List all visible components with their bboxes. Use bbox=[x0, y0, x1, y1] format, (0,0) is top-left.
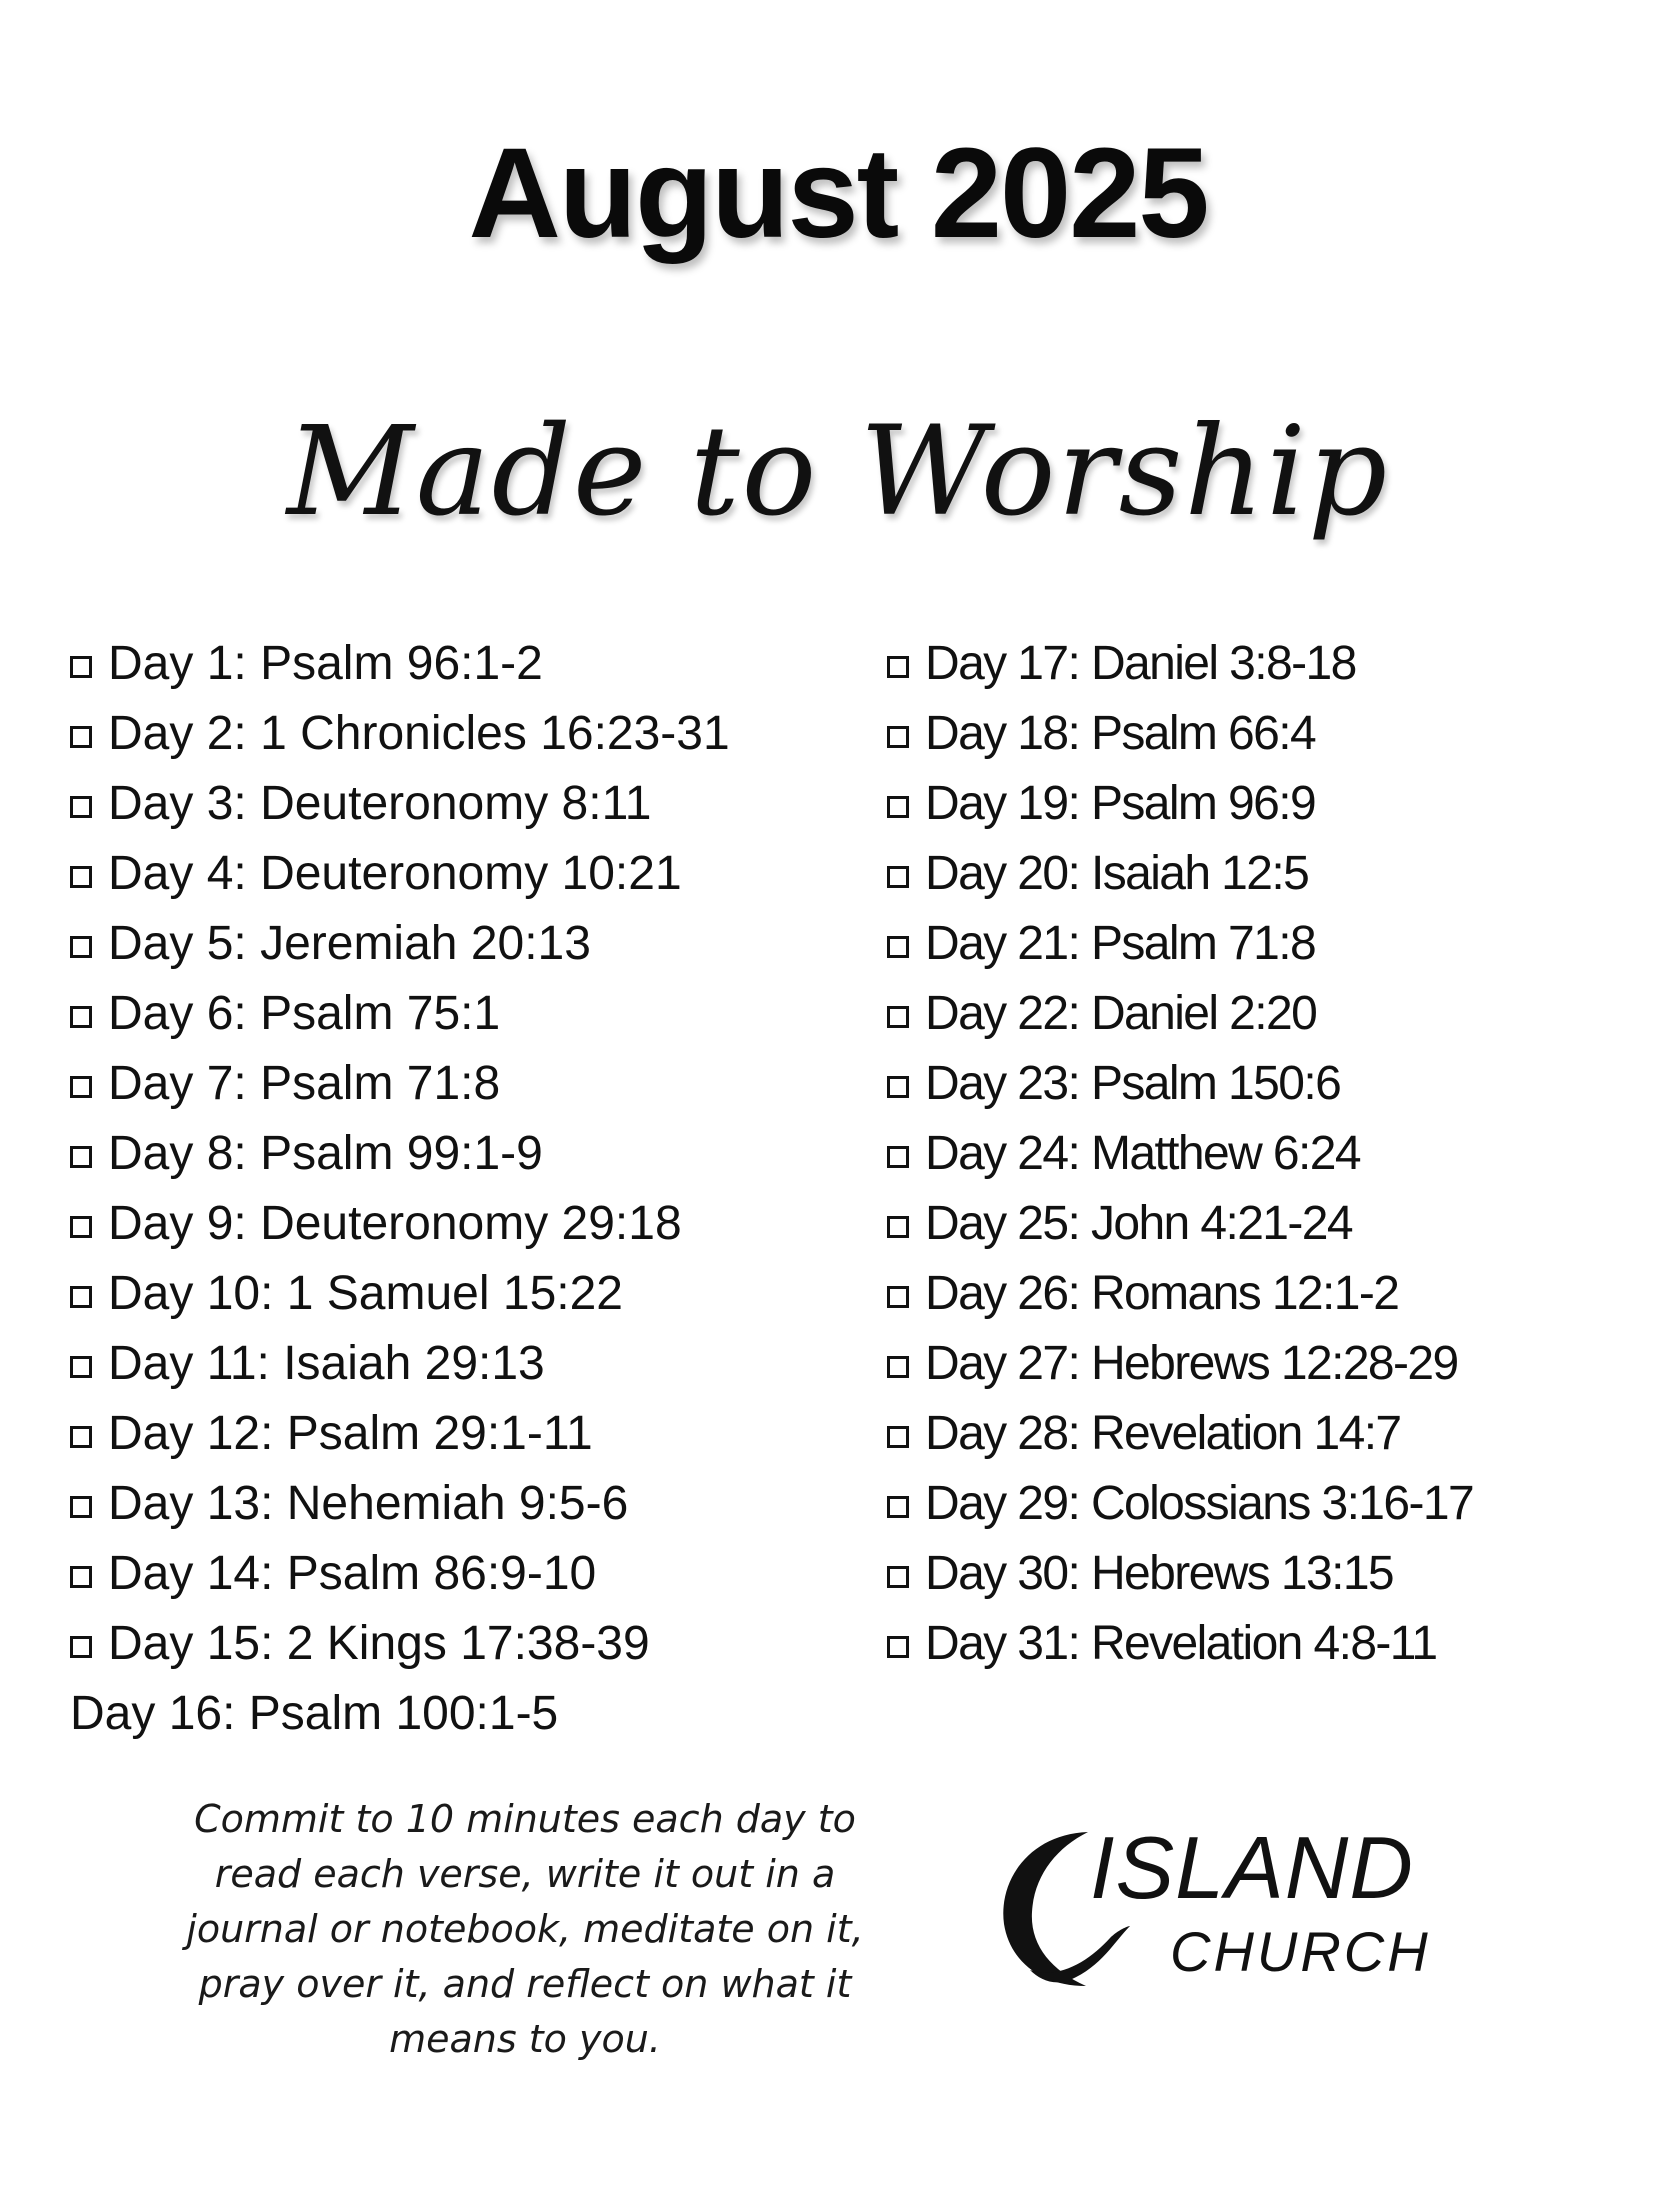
church-logo bbox=[990, 1820, 1510, 1990]
reading-checkbox[interactable] bbox=[70, 1356, 92, 1378]
reading-checkbox[interactable] bbox=[887, 726, 909, 748]
reading-label: Day 29: Colossians 3:16-17 bbox=[925, 1476, 1474, 1530]
reading-item bbox=[887, 1188, 1473, 1258]
reading-item bbox=[887, 838, 1473, 908]
reading-label: Day 4: Deuteronomy 10:21 bbox=[108, 846, 682, 900]
reading-item bbox=[887, 628, 1473, 698]
reading-item bbox=[70, 1048, 730, 1118]
reading-label: Day 6: Psalm 75:1 bbox=[108, 986, 501, 1040]
reading-checkbox[interactable] bbox=[887, 936, 909, 958]
reading-checkbox[interactable] bbox=[70, 936, 92, 958]
reading-checkbox[interactable] bbox=[887, 1636, 909, 1658]
reading-item bbox=[70, 1328, 730, 1398]
reading-label: Day 3: Deuteronomy 8:11 bbox=[108, 776, 652, 830]
reading-list-left bbox=[70, 628, 730, 1748]
reading-label: Day 16: Psalm 100:1-5 bbox=[70, 1686, 559, 1740]
reading-label: Day 2: 1 Chronicles 16:23-31 bbox=[108, 706, 730, 760]
reading-label: Day 14: Psalm 86:9-10 bbox=[108, 1546, 597, 1600]
reading-checkbox[interactable] bbox=[70, 1216, 92, 1238]
reading-label: Day 25: John 4:21-24 bbox=[925, 1196, 1352, 1250]
reading-label: Day 5: Jeremiah 20:13 bbox=[108, 916, 591, 970]
reading-checkbox[interactable] bbox=[887, 1426, 909, 1448]
reading-label: Day 11: Isaiah 29:13 bbox=[108, 1336, 545, 1390]
reading-item bbox=[70, 1538, 730, 1608]
reading-label: Day 1: Psalm 96:1-2 bbox=[108, 636, 543, 690]
reading-item bbox=[70, 628, 730, 698]
reading-checkbox[interactable] bbox=[70, 866, 92, 888]
reading-item bbox=[70, 1468, 730, 1538]
reading-item bbox=[887, 768, 1473, 838]
reading-checkbox[interactable] bbox=[70, 1566, 92, 1588]
reading-label: Day 8: Psalm 99:1-9 bbox=[108, 1126, 543, 1180]
reading-checkbox[interactable] bbox=[70, 656, 92, 678]
reading-item bbox=[887, 1608, 1473, 1678]
reading-item bbox=[887, 1398, 1473, 1468]
logo-text-island: ISLAND bbox=[1090, 1818, 1414, 1917]
reading-checkbox[interactable] bbox=[70, 726, 92, 748]
reading-label: Day 9: Deuteronomy 29:18 bbox=[108, 1196, 682, 1250]
reading-checkbox[interactable] bbox=[70, 1146, 92, 1168]
reading-item bbox=[70, 1258, 730, 1328]
reading-label: Day 26: Romans 12:1-2 bbox=[925, 1266, 1399, 1320]
reading-label: Day 23: Psalm 150:6 bbox=[925, 1056, 1341, 1110]
reading-checkbox[interactable] bbox=[887, 866, 909, 888]
logo-text-church: CHURCH bbox=[1170, 1920, 1431, 1983]
instructions-note: Commit to 10 minutes each day to read each verse, write it out in a journal or notebook, meditate on it, pray over it, and reflect on what it means to you. bbox=[186, 1797, 864, 2061]
reading-item bbox=[70, 1398, 730, 1468]
reading-checkbox[interactable] bbox=[70, 1006, 92, 1028]
reading-label: Day 12: Psalm 29:1-11 bbox=[108, 1406, 593, 1460]
reading-item bbox=[70, 1188, 730, 1258]
reading-checkbox[interactable] bbox=[70, 1076, 92, 1098]
reading-item bbox=[887, 1538, 1473, 1608]
reading-label: Day 20: Isaiah 12:5 bbox=[925, 846, 1309, 900]
page-title: August 2025 bbox=[468, 122, 1208, 265]
reading-label: Day 13: Nehemiah 9:5-6 bbox=[108, 1476, 629, 1530]
reading-checkbox[interactable] bbox=[887, 1566, 909, 1588]
reading-item bbox=[887, 1048, 1473, 1118]
reading-item bbox=[70, 1608, 730, 1678]
reading-item bbox=[70, 978, 730, 1048]
reading-item bbox=[887, 978, 1473, 1048]
reading-label: Day 15: 2 Kings 17:38-39 bbox=[108, 1616, 650, 1670]
reading-checkbox[interactable] bbox=[70, 1286, 92, 1308]
reading-checkbox[interactable] bbox=[70, 796, 92, 818]
reading-item bbox=[887, 1118, 1473, 1188]
reading-label: Day 17: Daniel 3:8-18 bbox=[925, 636, 1356, 690]
reading-checkbox[interactable] bbox=[887, 796, 909, 818]
theme-title: Made to Worship bbox=[286, 400, 1390, 544]
reading-checkbox[interactable] bbox=[70, 1426, 92, 1448]
reading-checkbox[interactable] bbox=[70, 1636, 92, 1658]
reading-item bbox=[70, 698, 730, 768]
reading-item bbox=[887, 1328, 1473, 1398]
reading-label: Day 10: 1 Samuel 15:22 bbox=[108, 1266, 623, 1320]
reading-label: Day 7: Psalm 71:8 bbox=[108, 1056, 501, 1110]
reading-checkbox[interactable] bbox=[887, 1356, 909, 1378]
reading-label: Day 22: Daniel 2:20 bbox=[925, 986, 1317, 1040]
reading-checkbox[interactable] bbox=[887, 1006, 909, 1028]
reading-item bbox=[887, 1258, 1473, 1328]
reading-label: Day 27: Hebrews 12:28-29 bbox=[925, 1336, 1458, 1390]
reading-checkbox[interactable] bbox=[887, 1496, 909, 1518]
reading-checkbox[interactable] bbox=[887, 1286, 909, 1308]
reading-checkbox[interactable] bbox=[887, 1146, 909, 1168]
reading-item bbox=[70, 768, 730, 838]
reading-item bbox=[887, 1468, 1473, 1538]
reading-item bbox=[70, 838, 730, 908]
reading-checkbox[interactable] bbox=[887, 1216, 909, 1238]
reading-label: Day 30: Hebrews 13:15 bbox=[925, 1546, 1394, 1600]
reading-label: Day 19: Psalm 96:9 bbox=[925, 776, 1316, 830]
reading-item bbox=[887, 698, 1473, 768]
reading-label: Day 31: Revelation 4:8-11 bbox=[925, 1616, 1437, 1670]
reading-checkbox[interactable] bbox=[70, 1496, 92, 1518]
reading-label: Day 21: Psalm 71:8 bbox=[925, 916, 1316, 970]
reading-item bbox=[70, 1678, 730, 1748]
reading-checkbox[interactable] bbox=[887, 656, 909, 678]
reading-item bbox=[887, 908, 1473, 978]
reading-item bbox=[70, 908, 730, 978]
reading-item bbox=[70, 1118, 730, 1188]
reading-label: Day 28: Revelation 14:7 bbox=[925, 1406, 1401, 1460]
reading-list-right bbox=[887, 628, 1473, 1678]
reading-checkbox[interactable] bbox=[887, 1076, 909, 1098]
reading-label: Day 24: Matthew 6:24 bbox=[925, 1126, 1360, 1180]
reading-label: Day 18: Psalm 66:4 bbox=[925, 706, 1316, 760]
